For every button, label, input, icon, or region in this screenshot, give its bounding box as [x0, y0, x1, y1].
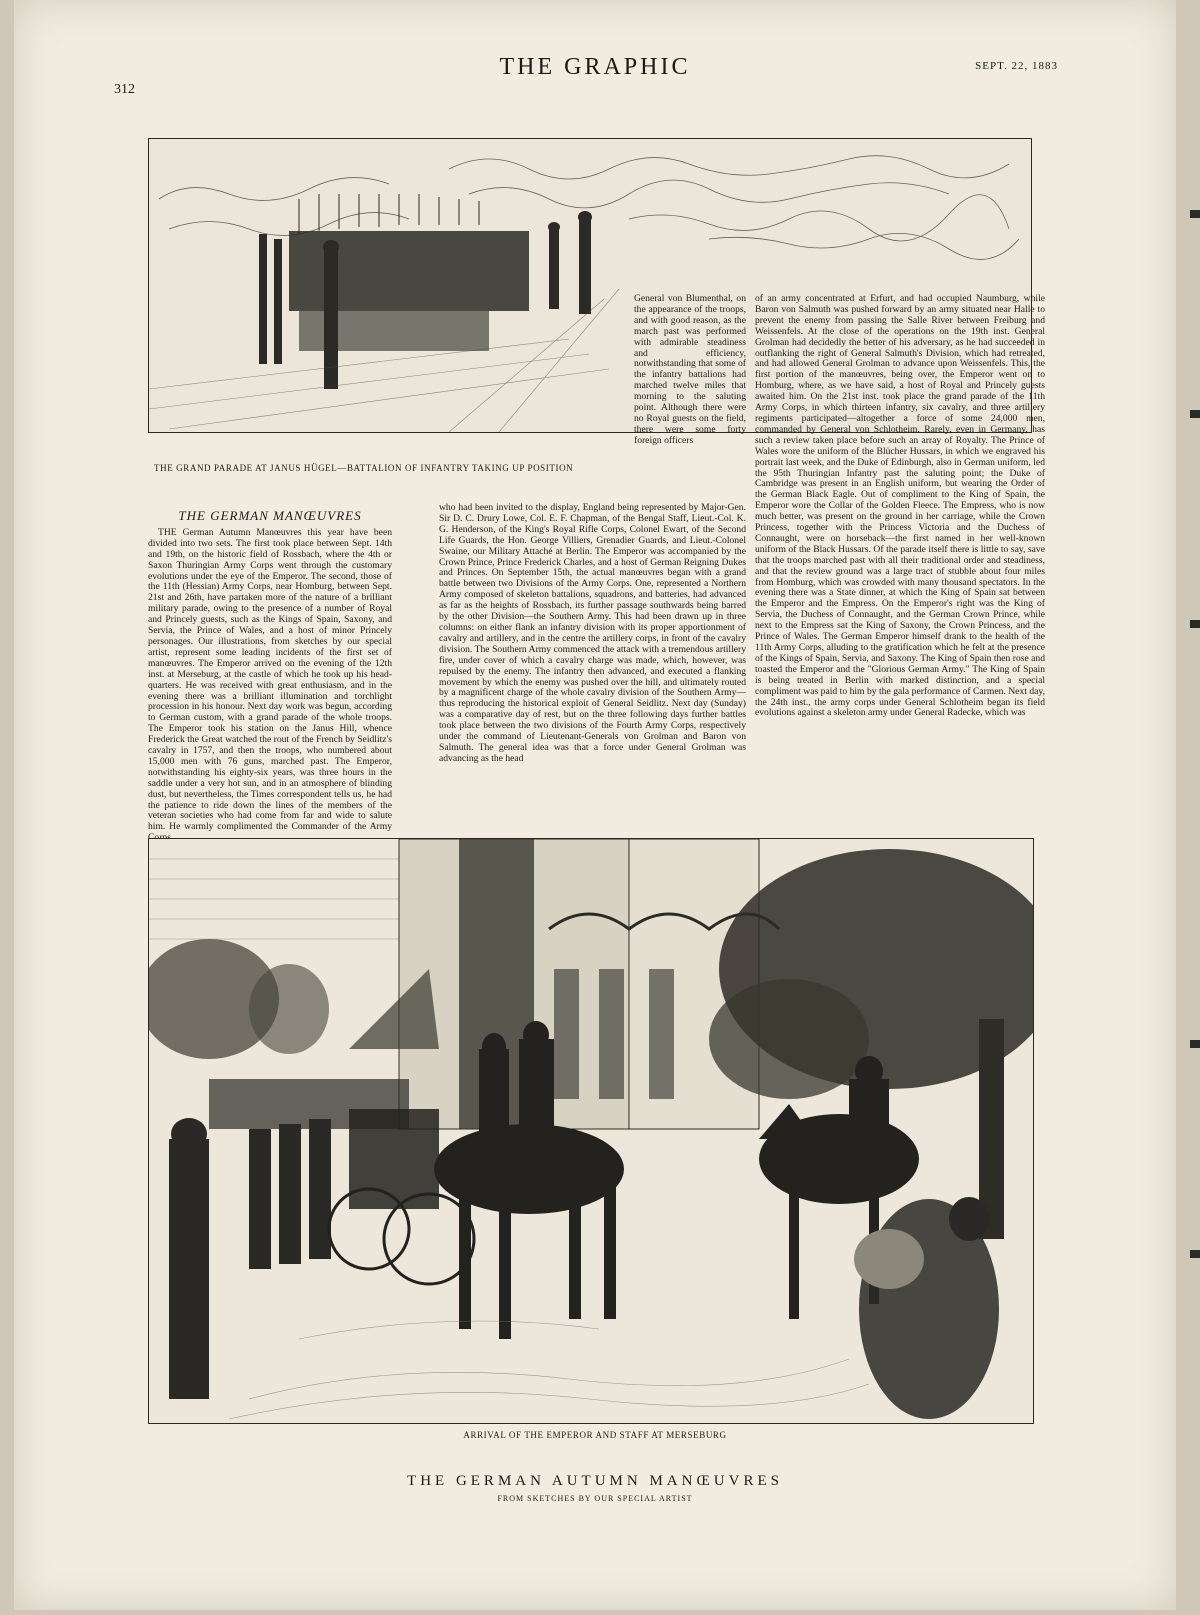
bottom-illustration-caption: ARRIVAL OF THE EMPEROR AND STAFF AT MERSEBURG — [463, 1430, 727, 1440]
article-column-1-text: THE German Autumn Manœuvres this year have been divided into two sets. The first took place between Sept. 14th and 19th, on the historic field of Rossbach, where the 4th or Saxon Thuringian Army Corps went through the customary evolutions under the eye of the Emperor. The second, those of the 11th (Hessian) Army Corps, near Homburg, between Sept. 21st and 26th, have partaken more of the nature of a brilliant military parade, owing to the presence of a number of Royal and Princely guests, such as the Kings of Spain, Saxony, and Servia, the Prince of Wales, and a host of minor Princely personages. Our illustrations, from sketches by our special artist, represent some leading incidents of the first set of manœuvres. The Emperor arrived on the evening of the 12th inst. at Merseburg, at the castle of which he took up his head-quarters. He was received with great enthusiasm, and in the evening there was a brilliant illumination and torchlight procession in his honour. Next day work was begun, according to German custom, with a grand parade of the whole troops. The Emperor took his station on the Janus Hill, whence Frederick the Great watched the rout of the French by Seidlitz's cavalry in 1757, and then the troops, who numbered about 15,000 men with 76 guns, marched past. The Emperor, notwithstanding his eighty-six years, was three hours in the saddle under a very hot sun, and in an atmosphere of blinding dust, but nevertheless, the Times correspondent tells us, he had the patience to ride down the lines of the members of the veteran societies who had come from far and wide to salute him. He warmly complimented the Commander of the Army — [148, 526, 392, 833]
article-column-2-text: who had been invited to the display, England being represented by Major-Gen. Sir D. C. Drury Lowe, Col. E. F. Chapman, of the Bengal Staff, Lieut.-Col. K. G. Henderson, of the King's Royal Rifle Corps, Colonel Ewart, of the Second Life Guards, the Hon. George Villiers, Grenadier Guards, and Lieut.-Colonel Swaine, our Military Attaché at Berlin. The Emperor was accompanied by the Crown Prince, Prince Frederick Charles, and a host of German Reigning Dukes and Princes. On September 15th, the actual manœuvres began with a grand battle between two Divisions of the Army Corps. One, represented a Northern Army composed of skeleton battalions, squadrons, and batteries, had advanced as far as the heights of Rossbach, its further passage southwards being barred by the other Division—the Southern Army. This had been drawn up in three columns: on either flank an infantry division with its proper apportionment of cavalry and artillery, and in the centre the artillery corps, in front of the cavalry division. The Southern Army commenced the attack with a tremendous artillery fire, under cover of which a cavalry charge was made, which, however, was repulsed by the enemy. The infantry then advanced, and executed a flanking movement by which the enemy was pushed over the hill, and ultimately routed by a magnificent charge of the whole cavalry division of the Southern Army—thus reproducing the historical exploit of General Seidlitz. Next day (Sunday) was a comparative day of rest, but on the three following days further battles took place between the two divisions of the Fourth Army Corps, respectively under the command of Lieutenant-Generals von Grolman and Baron von Salmuth. The general idea was that a force under General Grolman was advancing as the head — [439, 502, 746, 764]
binding-mark — [1190, 1250, 1200, 1258]
article-column-3-text: of an army concentrated at Erfurt, and had occupied Naumburg, while Baron von Salmuth was pushed forward by an army situated near Halle to prevent the enemy from passing the Salle River between Freiburg and Weissenfels. At the close of the operations on the 19th inst. General Grolman had decidedly the better of his adversary, as he had succeeded in outflanking the right of General Salmuth's Division, which had retreated, and had allowed General Grolman to advance upon Weissenfels. This, the first portion of the manœuvres, being over, the Emperor went on to Homburg, where, as we have said, a host of Royal and Princely guests awaited him. On the 21st inst. took place the grand parade of the 11th Army Corps, in which thirteen infantry, six cavalry, and three artillery regiments participated—altogether a force of some 24,000 men, commanded by General von Schlotheim. Rarely, even in Germany, has such a review taken place before such an array of Royalty. The Prince of Wales wore the uniform of the Blücher Hussars, in which we engraved his portrait last week, and the Duke of Edinburgh, also in German uniform, led the 95th Thuringian Infantry past the saluting point; the Duke of Cambridge was present in an English uniform, but wearing the Order of the German Black Eagle. Out of compliment to the King of Spain, the Emperor wore the Collar of the Golden Fleece. The Empress, who is now much better, was present on the ground in her carriage, while the Crown Princess, together with the Princess Victoria and the Duchess of Connaught, were on horseback—the first named in her well-known uniform of the Black Hussars. Of the parade itself there is little to say, save that the troops marched past with all their traditional order and steadiness, and that the review ground was a large tract of stubble about four miles from Homburg, which was crowded with many thousand spectators. In the evening there was a State dinner, at which the King of Spain sat between the Emperor and the Empress. On the Emperor's right was the King of Servia, the Duchess of Connaught, and the German Crown Prince, while next to the Empress sat the King of Saxony, the Crown Princess, and the Prince of Wales. The German Emperor himself drank to the health of the 11th Army Corps, alluding to the gratification which he felt at the presence of the Kings of Spain, Servia, and Saxony. The King of Spain then rose and toasted the Emperor and the "Glorious German Army." The King of Spain is being treated in Berlin with marked distinction, and a special compliment was paid to him by the gala performance of Carmen. Next day, the 24th inst., the army corps under General Schlotheim began its field evolutions against a skeleton army under General Radecke, which was — [755, 293, 1045, 719]
binding-mark — [1190, 210, 1200, 218]
binding-mark — [1190, 410, 1200, 418]
article-column-3 — [755, 294, 1045, 719]
article-column-1 — [148, 508, 392, 844]
illustration-subtitle: FROM SKETCHES BY OUR SPECIAL ARTIST — [497, 1494, 693, 1503]
emperor-arrival-drawing — [149, 839, 1033, 1423]
illustration-title: THE GERMAN AUTUMN MANŒUVRES — [407, 1473, 783, 1489]
article-column-2-top-text: General von Blumenthal, on the appearance of the troops, and with good reason, as the march past was performed with admirable steadiness and efficiency, notwithstanding that some of the infantry battalions had marched twelve miles that morning to the saluting point. Although there were no Royal guests on the field, there were some forty foreign officers — [634, 293, 746, 446]
page-number: 312 — [114, 82, 135, 97]
article-column-2-top — [634, 294, 746, 447]
newspaper-page — [14, 0, 1176, 1610]
publication-title: THE GRAPHIC — [499, 54, 691, 80]
binding-mark — [1190, 620, 1200, 628]
top-illustration-caption: THE GRAND PARADE AT JANUS HÜGEL—BATTALION OF INFANTRY TAKING UP POSITION — [154, 463, 574, 473]
article-heading: THE GERMAN MANŒUVRES — [178, 508, 362, 523]
emperor-arrival-engraving — [148, 838, 1034, 1424]
article-column-2 — [439, 503, 746, 765]
binding-mark — [1190, 1040, 1200, 1048]
issue-date: SEPT. 22, 1883 — [975, 60, 1058, 72]
